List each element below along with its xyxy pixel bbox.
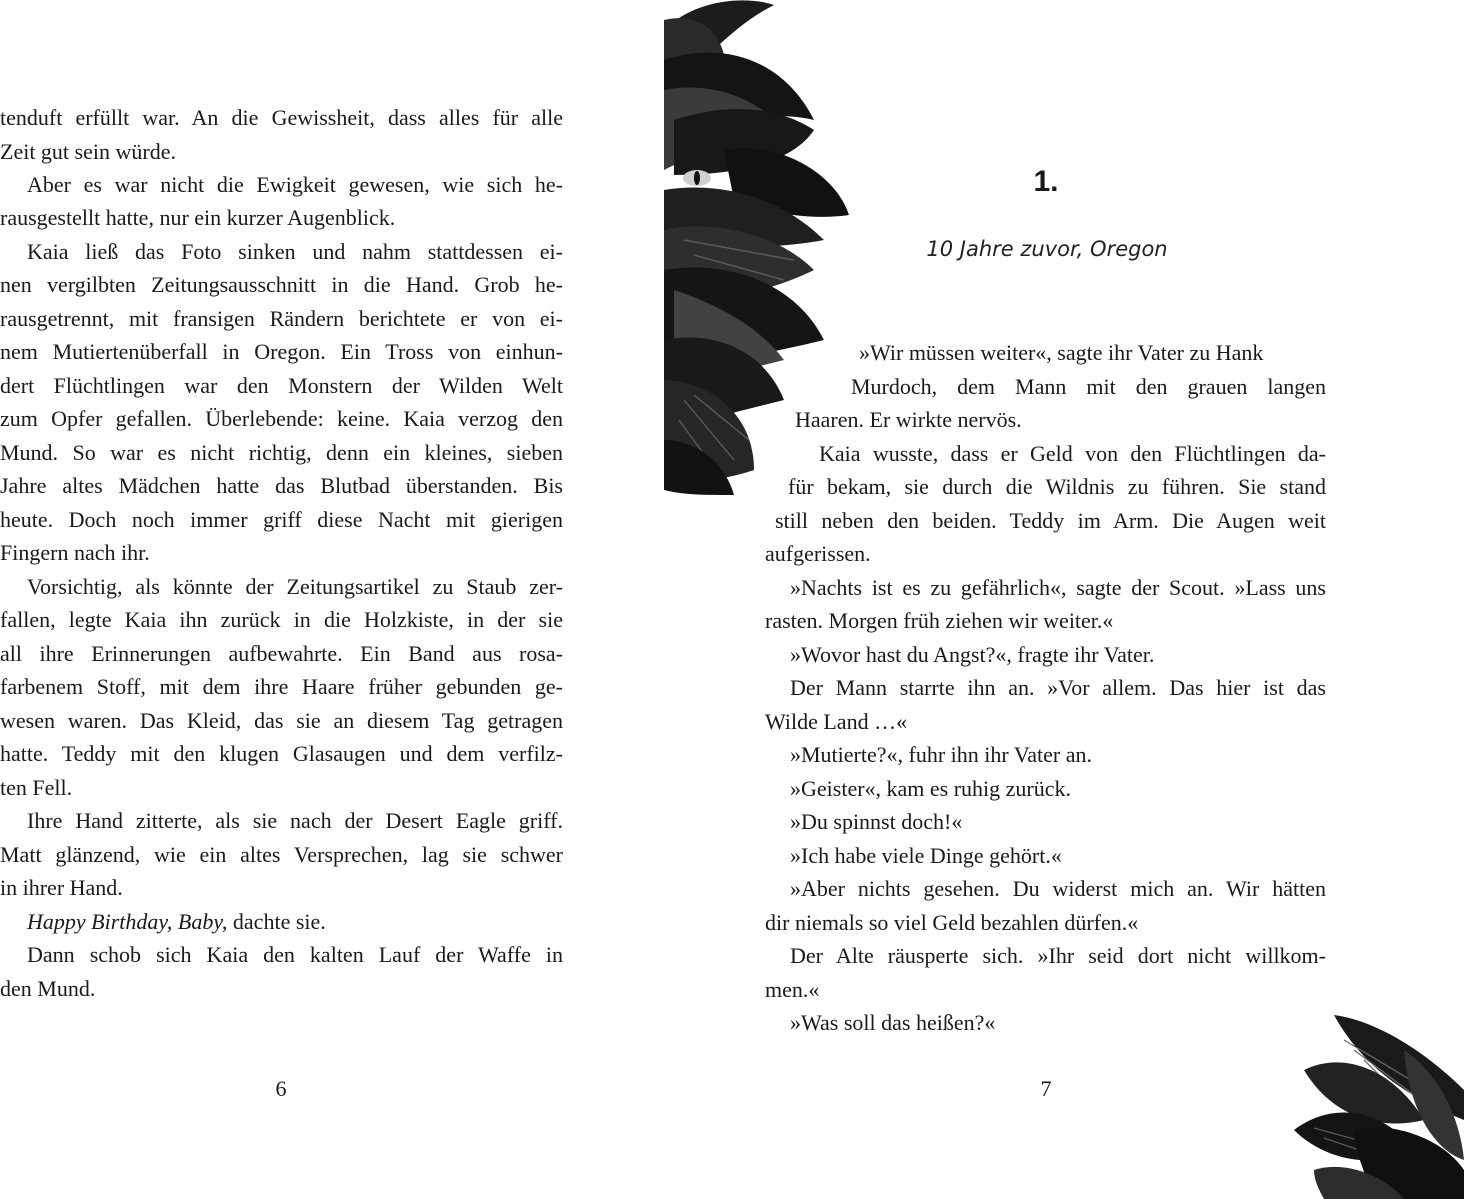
text-line: zum Opfer gefallen. Überlebende: keine. Kaia verzog den [0, 406, 563, 431]
jungle-leaves-illustration [1294, 1010, 1464, 1199]
text-line: Vorsichtig, als könnte der Zeitungsartikel zu Staub zer- [27, 574, 563, 599]
text-line: fallen, legte Kaia ihn zurück in die Holzkiste, in der sie [0, 607, 563, 632]
text-line: »Du spinnst doch!« [790, 809, 963, 834]
text-line: Aber es war nicht die Ewigkeit gewesen, wie sich he- [27, 172, 563, 197]
text-line: tenduft erfüllt war. An die Gewissheit, dass alles für alle [0, 105, 563, 130]
text-line: still neben den beiden. Teddy im Arm. Die Augen weit [775, 508, 1326, 533]
text-line: dert Flüchtlingen war den Monstern der Wilden Welt [0, 373, 563, 398]
chapter-number: 1. [1033, 165, 1059, 198]
text-line: »Geister«, kam es ruhig zurück. [790, 776, 1072, 801]
text-line: nem Mutiertenüberfall in Oregon. Ein Tross von einhun- [0, 339, 563, 364]
text-line: »Was soll das heißen?« [790, 1010, 996, 1035]
text-line: Kaia ließ das Foto sinken und nahm stattdessen ei- [27, 239, 563, 264]
text-line: dir niemals so viel Geld bezahlen dürfen.« [765, 910, 1139, 935]
text-line: Jahre altes Mädchen hatte das Blutbad überstanden. Bis [0, 473, 563, 498]
text-line: ten Fell. [0, 775, 73, 800]
text-line: rausgetrennt, mit fransigen Rändern berichtete er von ei- [0, 306, 563, 331]
text-line: Ihre Hand zitterte, als sie nach der Desert Eagle griff. [27, 808, 563, 833]
text-line [27, 905, 563, 938]
text-line: aufgerissen. [765, 541, 871, 566]
text-line: Der Mann starrte ihn an. »Vor allem. Das hier ist das [790, 675, 1326, 700]
text-line: den Mund. [0, 976, 96, 1001]
text-line: hatte. Teddy mit den klugen Glasaugen und dem verfilz- [0, 741, 563, 766]
text-line: »Mutierte?«, fuhr ihn ihr Vater an. [790, 742, 1093, 767]
text-line: »Wir müssen weiter«, sagte ihr Vater zu Hank [859, 340, 1264, 365]
chapter-subtitle: 10 Jahre zuvor, Oregon [926, 237, 1168, 261]
text-line: »Wovor hast du Angst?«, fragte ihr Vater. [790, 642, 1155, 667]
text-line: Der Alte räusperte sich. »Ihr seid dort nicht willkom- [790, 943, 1326, 968]
text-line: Zeit gut sein würde. [0, 139, 176, 164]
text-line: Haaren. Er wirkte nervös. [795, 407, 1022, 432]
text-line: rausgestellt hatte, nur ein kurzer Augenblick. [0, 205, 396, 230]
right-page [732, 0, 1464, 1199]
text-line: farbenem Stoff, mit dem ihre Haare früher gebunden ge- [0, 674, 563, 699]
text-line: in ihrer Hand. [0, 875, 123, 900]
text-line: »Aber nichts gesehen. Du widerst mich an. Wir hätten [790, 876, 1326, 901]
text-line: Dann schob sich Kaia den kalten Lauf der Waffe in [27, 942, 563, 967]
text-line: all ihre Erinnerungen aufbewahrte. Ein Band aus rosa- [0, 641, 563, 666]
page-number: 7 [1040, 1076, 1052, 1101]
text-line: »Nachts ist es zu gefährlich«, sagte der Scout. »Lass uns [790, 575, 1326, 600]
text-line: »Ich habe viele Dinge gehört.« [790, 843, 1062, 868]
text-line: rasten. Morgen früh ziehen wir weiter.« [765, 608, 1114, 633]
italic-phrase: Happy Birthday, Baby, [27, 909, 228, 934]
text-line: men.« [765, 977, 820, 1002]
text-line: nen vergilbten Zeitungsausschnitt in die Hand. Grob he- [0, 272, 563, 297]
text-line: Mund. So war es nicht richtig, denn ein kleines, sieben [0, 440, 563, 465]
text-line: Wilde Land …« [765, 709, 908, 734]
text-span: dachte sie. [227, 909, 326, 934]
text-line: Kaia wusste, dass er Geld von den Flüchtlingen da- [819, 441, 1326, 466]
text-line: Matt glänzend, wie ein altes Versprechen, lag sie schwer [0, 842, 563, 867]
page-number: 6 [275, 1076, 287, 1101]
text-line: Murdoch, dem Mann mit den grauen langen [851, 374, 1326, 399]
text-line: für bekam, sie durch die Wildnis zu führen. Sie stand [788, 474, 1326, 499]
text-line: wesen waren. Das Kleid, das sie an diesem Tag getragen [0, 708, 563, 733]
text-line: Fingern nach ihr. [0, 540, 150, 565]
text-line: heute. Doch noch immer griff diese Nacht mit gierigen [0, 507, 563, 532]
